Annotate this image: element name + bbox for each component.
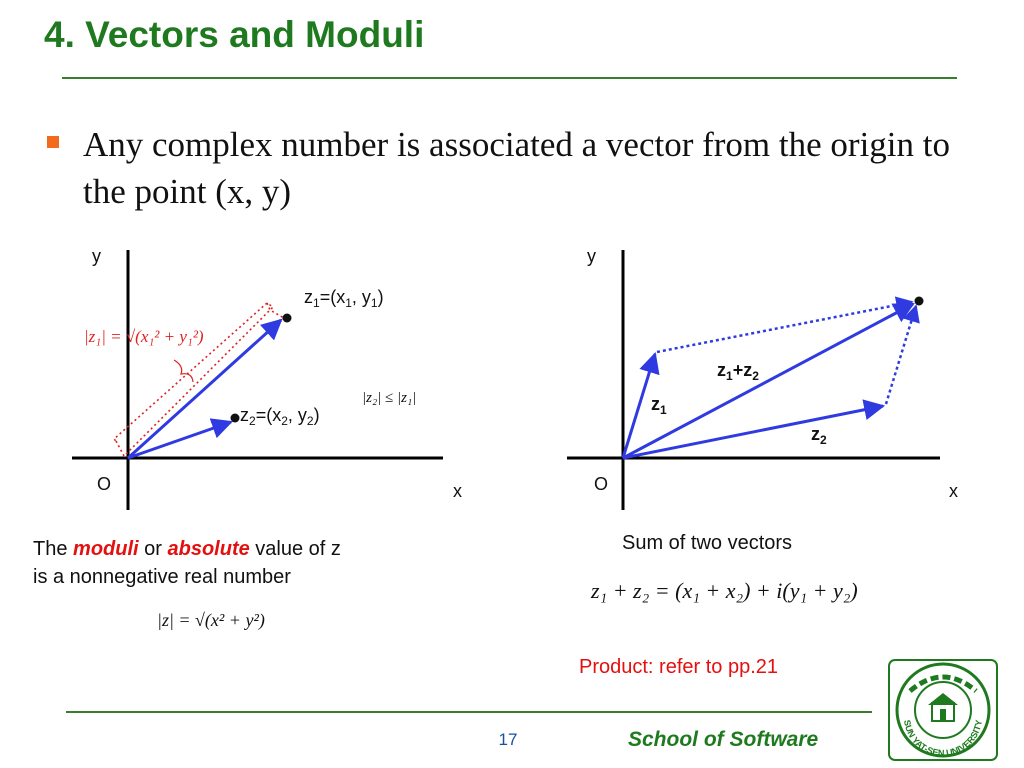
absolute-term: absolute	[167, 538, 250, 560]
modulus-brace	[174, 360, 193, 382]
vector-sum	[623, 304, 913, 458]
right-x-axis-label: x	[949, 481, 958, 501]
bullet-text: Any complex number is associated a vector from the origin to the point (x, y)	[83, 125, 950, 211]
moduli-description: The moduli or absolute value of z is a nonnegative real number	[33, 538, 341, 588]
right-sum-label: $z_1+z_2$	[717, 360, 759, 383]
product-note: Product: refer to pp.21	[579, 656, 779, 678]
sum-formula: z₁ + z₂ = (x₁ + x₂) + i(y₁ + y₂)	[591, 578, 858, 603]
left-x-axis-label: x	[453, 481, 462, 501]
right-z1-label: $z_1$	[651, 394, 667, 417]
vector-z2	[128, 422, 231, 458]
modulus-bracket	[114, 303, 273, 456]
right-origin-label: O	[594, 474, 609, 494]
point-sum	[915, 297, 924, 306]
svg-text:SUN YAT-SEN UNIVERSITY: SUN YAT-SEN UNIVERSITY	[902, 719, 984, 759]
modulus-inequality: |z₂| ≤ |z₁|	[362, 390, 417, 406]
slide-title: 4. Vectors and Moduli	[44, 14, 425, 55]
left-vector-diagram	[72, 246, 462, 510]
moduli-term: moduli	[73, 538, 139, 560]
footer-divider	[66, 711, 872, 713]
left-y-axis-label: y	[92, 246, 101, 266]
school-name: School of Software	[628, 728, 819, 751]
point-z1	[283, 314, 292, 323]
z1-point-label: $z_1=(x_1$, $y_1$)	[304, 287, 384, 310]
translated-z1	[886, 306, 916, 404]
university-logo-icon	[888, 659, 998, 761]
point-z2	[231, 414, 240, 423]
page-number: 17	[498, 730, 518, 749]
right-z2-label: $z_2$	[811, 424, 827, 447]
left-origin-label: O	[97, 474, 112, 494]
z1-modulus-formula: |z₁| = √(x₁² + y₁²)	[84, 327, 204, 346]
right-y-axis-label: y	[587, 246, 596, 266]
modulus-formula: |z| = √(x² + y²)	[157, 610, 265, 630]
translated-z2	[657, 302, 912, 352]
z2-point-label: $z_2=(x_2$, $y_2$)	[240, 405, 320, 428]
sum-caption: Sum of two vectors	[622, 532, 793, 554]
